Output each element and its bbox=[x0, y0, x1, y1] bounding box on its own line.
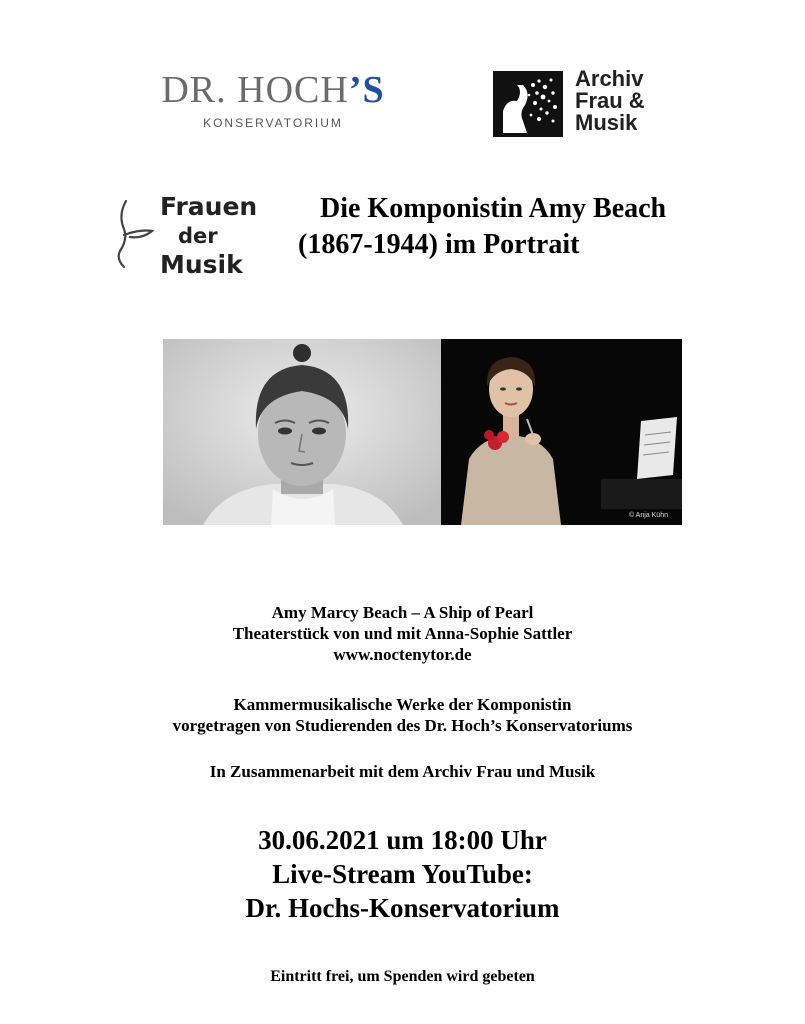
event-channel: Dr. Hochs-Konservatorium bbox=[245, 893, 560, 923]
dr-hochs-logo bbox=[148, 70, 398, 134]
dr-hochs-logo-subtitle: KONSERVATORIUM bbox=[203, 116, 343, 130]
play-subtitle: Theaterstück von und mit Anna-Sophie Sattler bbox=[232, 624, 573, 643]
cooperation-note bbox=[0, 761, 805, 782]
archiv-logo-mark-icon bbox=[493, 71, 563, 137]
archiv-logo-line1: Archiv bbox=[575, 66, 644, 91]
play-title: Amy Marcy Beach – A Ship of Pearl bbox=[271, 603, 534, 622]
admission-text: Eintritt frei, um Spenden wird gebeten bbox=[270, 968, 535, 985]
photo-credit: © Anja Kühn bbox=[628, 512, 668, 519]
performer-stage-photo bbox=[441, 339, 682, 525]
amy-beach-portrait-photo bbox=[163, 339, 441, 525]
dr-hochs-logo-wordmark: DR. HOCH’S bbox=[161, 69, 385, 111]
logo-apostrophe: ’S bbox=[348, 69, 385, 111]
event-stream: Live-Stream YouTube: bbox=[272, 859, 533, 889]
admission-note bbox=[0, 968, 805, 986]
page-title bbox=[298, 191, 748, 263]
event-details bbox=[0, 823, 805, 925]
frauen-logo-line2: der bbox=[178, 224, 218, 248]
title-line1: Die Komponistin Amy Beach bbox=[320, 193, 667, 224]
archiv-logo-text bbox=[575, 68, 645, 134]
chamber-music-info bbox=[0, 694, 805, 736]
website-link[interactable]: www.noctenytor.de bbox=[333, 645, 472, 664]
chamber-line1: Kammermusikalische Werke der Komponistin bbox=[233, 695, 572, 714]
chamber-line2: vorgetragen von Studierenden des Dr. Hoch’s Konservatoriums bbox=[172, 716, 633, 735]
play-info bbox=[0, 602, 805, 665]
archiv-logo-line2: Frau & bbox=[575, 88, 645, 113]
event-datetime: 30.06.2021 um 18:00 Uhr bbox=[258, 825, 547, 855]
title-line2: (1867-1944) im Portrait bbox=[298, 229, 580, 260]
stage-illustration bbox=[441, 339, 682, 525]
frauen-der-musik-logo bbox=[112, 190, 277, 290]
archiv-frau-musik-logo bbox=[493, 68, 693, 140]
frauen-logo-line3: Musik bbox=[160, 250, 243, 279]
portrait-illustration bbox=[163, 339, 441, 525]
cooperation-text: In Zusammenarbeit mit dem Archiv Frau und Musik bbox=[209, 762, 596, 781]
archiv-logo-line3: Musik bbox=[575, 110, 638, 135]
treble-squiggle-icon bbox=[112, 195, 162, 275]
frauen-logo-line1: Frauen bbox=[160, 192, 258, 221]
